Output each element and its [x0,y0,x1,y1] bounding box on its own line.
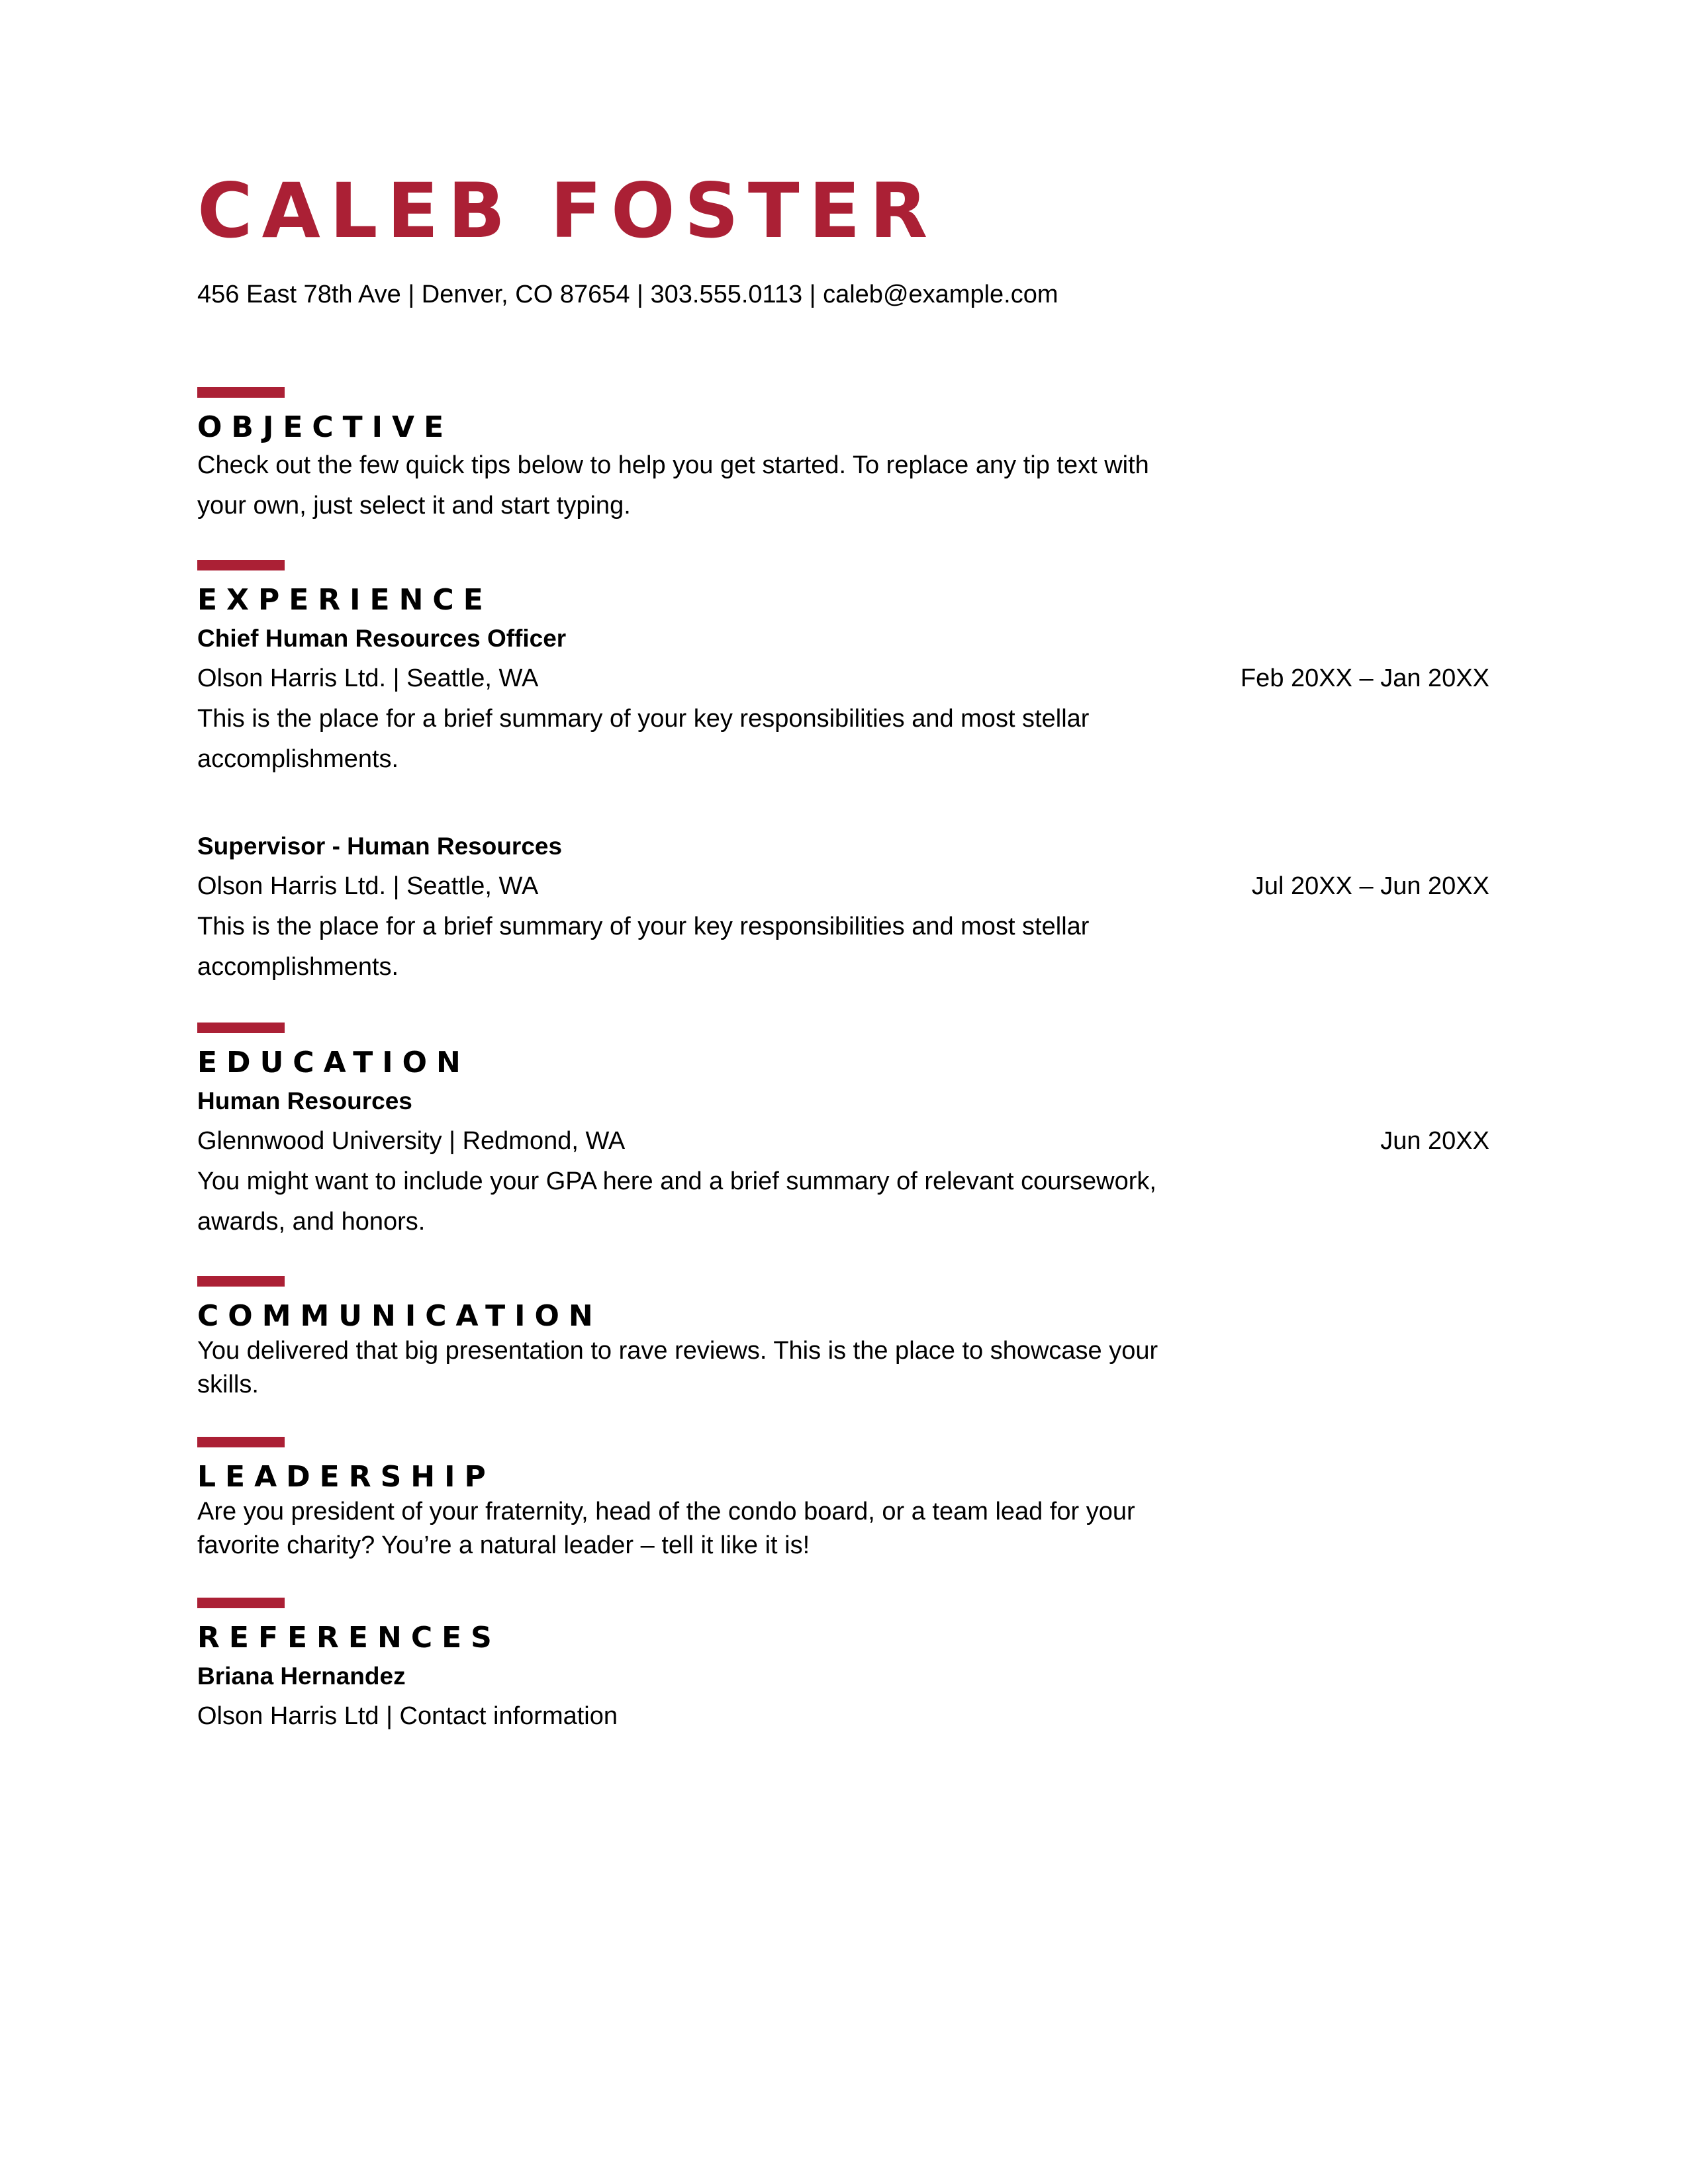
reference-name: Briana Hernandez [197,1662,406,1690]
job-company: Olson Harris Ltd. | Seattle, WA [197,872,539,900]
section-heading-leadership: LEADERSHIP [197,1460,495,1494]
communication-text: You delivered that big presentation to rave reviews. This is the place to showcase your skills. [197,1337,1158,1398]
contact-line: 456 East 78th Ave | Denver, CO 87654 | 303.555.0113 | caleb@example.com [197,281,1058,308]
job-company-row [197,659,1489,699]
education-school: Glennwood University | Redmond, WA [197,1127,626,1155]
resume-name: CALEB FOSTER [197,167,937,255]
section-accent-bar [197,1437,285,1447]
job-entry [197,618,1489,780]
job-summary: This is the place for a brief summary of your key responsibilities and most stellar accomplishments. [197,913,1090,981]
job-dates: Jul 20XX – Jun 20XX [1251,872,1489,900]
job-entry [197,826,1489,987]
section-accent-bar [197,387,285,398]
section-accent-bar [197,1276,285,1287]
objective-text: Check out the few quick tips below to help you get started. To replace any tip text with your own, just select it and start typing. [197,451,1149,520]
job-company-row [197,866,1489,907]
job-summary: This is the place for a brief summary of your key responsibilities and most stellar accomplishments. [197,705,1090,773]
section-heading-objective: OBJECTIVE [197,410,453,444]
reference-contact-row [197,1696,1489,1737]
education-degree: Human Resources [197,1087,412,1115]
section-heading-education: EDUCATION [197,1046,470,1079]
leadership-text: Are you president of your fraternity, head of the condo board, or a team lead for your favorite charity? You’re a natural leader – tell it like it is! [197,1498,1135,1559]
job-title: Chief Human Resources Officer [197,625,567,652]
resume-page [197,0,1489,2184]
section-accent-bar [197,560,285,570]
experience-section [197,560,1489,987]
references-section [197,1598,1489,1737]
job-dates: Feb 20XX – Jan 20XX [1240,664,1489,692]
section-heading-references: REFERENCES [197,1621,501,1655]
education-date: Jun 20XX [1380,1127,1489,1155]
education-summary: You might want to include your GPA here and a brief summary of relevant coursework, awards, and honors. [197,1167,1156,1236]
education-section [197,1023,1489,1242]
section-heading-communication: COMMUNICATION [197,1299,602,1333]
section-accent-bar [197,1598,285,1608]
communication-section [197,1276,1489,1402]
objective-section [197,387,1489,526]
reference-contact: Olson Harris Ltd | Contact information [197,1702,618,1730]
education-school-row [197,1121,1489,1161]
section-accent-bar [197,1023,285,1033]
section-heading-experience: EXPERIENCE [197,583,492,617]
job-title: Supervisor - Human Resources [197,833,563,860]
leadership-section [197,1437,1489,1563]
job-company: Olson Harris Ltd. | Seattle, WA [197,664,539,692]
